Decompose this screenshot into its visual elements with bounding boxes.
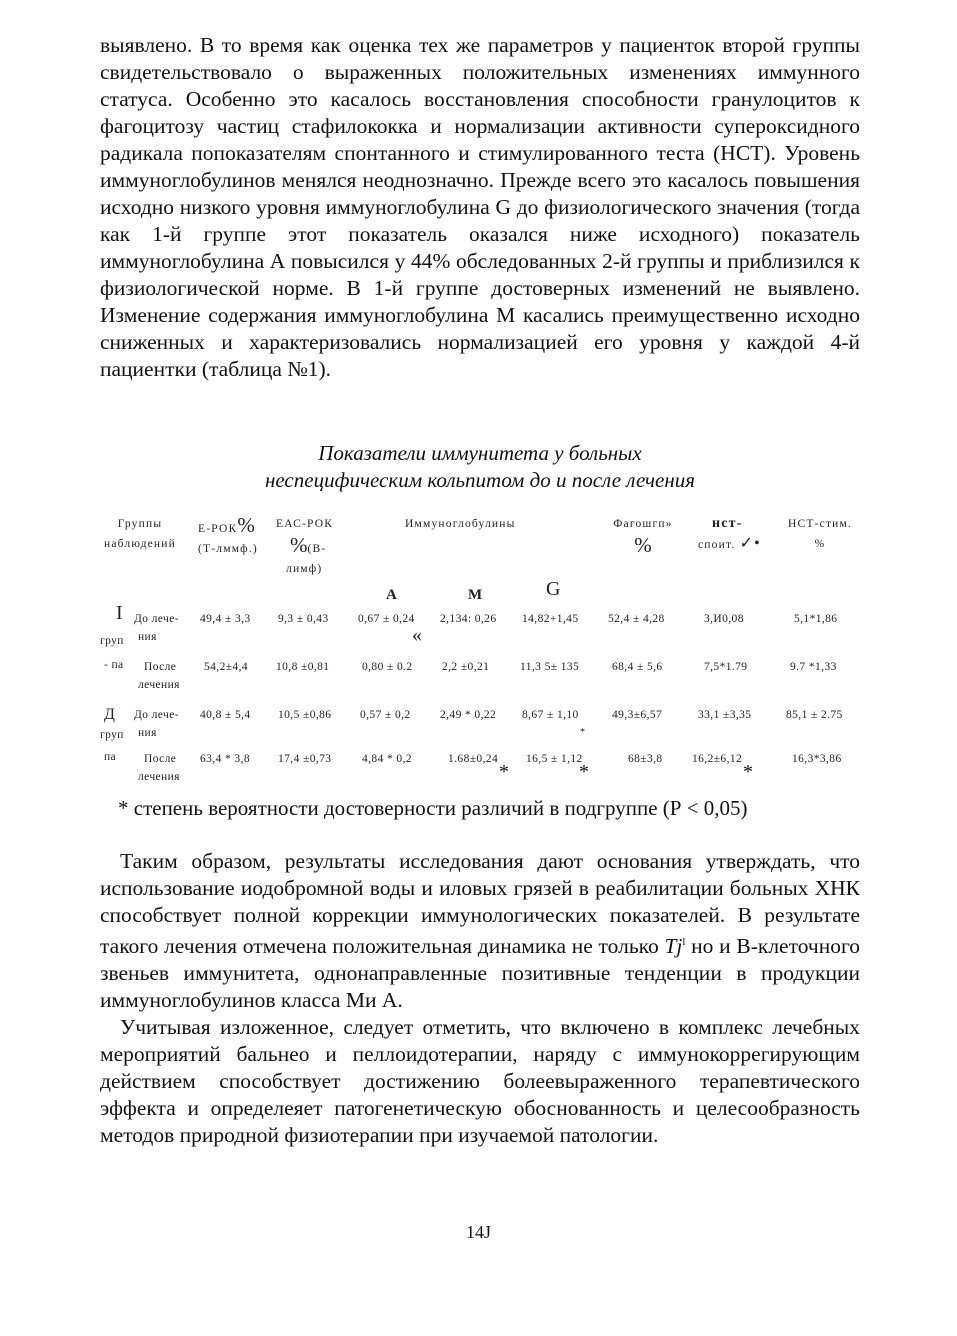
row-3-nst-stim: 85,1 ± 2.75 bbox=[786, 709, 843, 721]
header-fago-pct: % bbox=[634, 533, 652, 557]
header-fago bbox=[606, 514, 680, 556]
group-1-sub1: груп bbox=[100, 635, 124, 647]
header-nst-stim-line2: % bbox=[814, 538, 826, 550]
row-1-quote-mark: « bbox=[412, 624, 423, 646]
group-2-label: Д bbox=[104, 706, 116, 723]
header-erok-line2: (Т-лммф.) bbox=[198, 543, 258, 555]
row-4-nst-spont-star: * bbox=[743, 761, 753, 783]
row-4-nst-spont: 16,2±6,12 bbox=[692, 753, 743, 765]
row-1-ig-a: 0,67 ± 0,24 bbox=[358, 613, 415, 625]
header-nst-spont-line1: нст- bbox=[712, 516, 743, 531]
body-paragraph-3: Учитывая изложенное, следует отметить, что включено в комплекс лечебных мероприятий бальнео и пеллоидотерапии, наряду с иммунокоррегирующим действием способствует достижению болеевыраженного терапевтического эффекта и определеяет патогенетическую обоснованность и целесообразность методов природной физиотерапии при изучаемой патологии. bbox=[100, 1015, 860, 1147]
row-2-ig-g: 11,3 5± 135 bbox=[520, 661, 580, 673]
row-3-nst-spont: 33,1 ±3,35 bbox=[698, 709, 752, 721]
row-3-small-star: * bbox=[580, 727, 586, 738]
header-eacrok-pct: % bbox=[290, 533, 308, 557]
row-1-ig-m: 2,134: 0,26 bbox=[440, 613, 497, 625]
row-3-fago: 49,3±6,57 bbox=[612, 709, 663, 721]
group-1-label: I bbox=[116, 602, 124, 624]
header-erok-pct: % bbox=[237, 513, 255, 537]
header-immunoglobulins: Иммуноглобулины bbox=[405, 518, 516, 530]
header-ig-a: А bbox=[386, 587, 398, 603]
row-3-stage-line1: До лече- bbox=[134, 709, 179, 721]
row-4-ig-a: 4,84 * 0,2 bbox=[362, 753, 412, 765]
row-1-stage-line2: ния bbox=[138, 631, 157, 643]
row-1-erok: 49,4 ± 3,3 bbox=[200, 613, 251, 625]
row-4-eacrok: 17,4 ±0,73 bbox=[278, 753, 332, 765]
header-eacrok-line2: (В- bbox=[307, 543, 327, 555]
row-4-ig-m: 1.68±0,24 bbox=[448, 753, 499, 765]
header-eacrok-line1: ЕАС-РОК bbox=[276, 518, 334, 530]
group-2-sub1: груп bbox=[100, 729, 124, 741]
header-nst-spont bbox=[698, 514, 761, 555]
row-2-erok: 54,2±4,4 bbox=[204, 661, 249, 673]
row-4-ig-g-star: * bbox=[579, 761, 589, 783]
body-paragraph-2 bbox=[100, 848, 860, 1014]
row-3-stage-line2: ния bbox=[138, 727, 157, 739]
header-groups bbox=[100, 514, 180, 554]
row-1-nst-stim: 5,1*1,86 bbox=[794, 613, 838, 625]
row-3-erok: 40,8 ± 5,4 bbox=[200, 709, 251, 721]
body-paragraph-1: выявлено. В то время как оценка тех же параметров у пациенток второй группы свидетельствовало о выраженных положительных изменениях иммунного статуса. Особенно это касалось восстановления способности гранулоцитов к фагоцитозу частиц стафилококка и нормализации активности супероксидного радикала попоказателям спонтанного и стимулированного теста (НСТ). Уровень иммуноглобулинов менялся неоднозначно. Прежде всего это касалось повышения исходно низкого уровня иммуноглобулина G до физиологического значения (тогда как 1-й группе этот показатель оказался ниже исходного) показатель иммуноглобулина А повысился у 44% обследованных 2-й группы и приблизился к физиологической норме. В 1-й группе достоверных изменений не выявлено. Изменение содержания иммуноглобулина М касались преимущественно исходно сниженных и характеризовались нормализацией его уровня у каждой 4-й пациентки (таблица №1). bbox=[100, 33, 860, 381]
row-3-ig-g: 8,67 ± 1,10 bbox=[522, 709, 579, 721]
row-2-stage-line1: После bbox=[144, 661, 177, 673]
row-1-ig-g: 14,82+1,45 bbox=[522, 613, 579, 625]
body-paragraph-2-symbol-sup: l bbox=[682, 936, 686, 948]
row-2-ig-m: 2,2 ±0,21 bbox=[442, 661, 490, 673]
row-3-stage bbox=[134, 706, 179, 742]
row-4-ig-m-star: * bbox=[499, 761, 509, 783]
header-nst-stim-line1: НСТ-стим. bbox=[787, 518, 853, 530]
row-4-nst-stim: 16,3*3,86 bbox=[792, 753, 842, 765]
header-groups-line2: наблюдений bbox=[104, 538, 176, 550]
header-fago-line1: Фагошгп» bbox=[613, 518, 673, 530]
table-title-line-1: Показатели иммунитета у больных bbox=[318, 441, 642, 465]
row-1-eacrok: 9,3 ± 0,43 bbox=[278, 613, 329, 625]
row-4-stage-line2: лечения bbox=[138, 771, 180, 783]
row-1-fago: 52,4 ± 4,28 bbox=[608, 613, 665, 625]
header-ig-g: G bbox=[546, 578, 561, 600]
row-2-nst-stim: 9.7 *1,33 bbox=[790, 661, 837, 673]
header-nst-spont-mark: ✓• bbox=[739, 535, 761, 552]
row-1-stage bbox=[134, 610, 179, 646]
row-4-stage-line1: После bbox=[144, 753, 177, 765]
group-1-sub2: - па bbox=[104, 659, 124, 671]
header-eacrok-line3: лимф) bbox=[286, 563, 323, 575]
row-4-ig-g: 16,5 ± 1,12 bbox=[526, 753, 583, 765]
row-2-nst-spont: 7,5*1.79 bbox=[704, 661, 748, 673]
header-nst-stim bbox=[780, 514, 860, 554]
row-1-stage-line1: До лече- bbox=[134, 613, 179, 625]
table-title-line-2: неспецифическим кольпитом до и после лечения bbox=[264, 468, 696, 492]
group-2-sub2: па bbox=[104, 751, 117, 763]
header-ig-m: М bbox=[468, 587, 483, 603]
table-title bbox=[100, 440, 860, 494]
header-eacrok bbox=[276, 514, 333, 579]
body-paragraph-2-end: но и В-клеточного звеньев иммунитета, однонаправленные позитивные тенденции в продукции иммуноглобулинов класса Ми А. bbox=[100, 934, 860, 1013]
table-footnote: * степень вероятности достоверности различий в подгруппе (Р < 0,05) bbox=[118, 796, 748, 820]
row-2-fago: 68,4 ± 5,6 bbox=[612, 661, 663, 673]
header-groups-line1: Группы bbox=[117, 518, 163, 530]
row-3-eacrok: 10,5 ±0,86 bbox=[278, 709, 332, 721]
row-2-stage-line2: лечения bbox=[138, 679, 180, 691]
header-nst-spont-line2: споит. bbox=[698, 539, 736, 551]
row-3-ig-m: 2,49 * 0,22 bbox=[440, 709, 497, 721]
row-1-nst-spont: 3,И0,08 bbox=[704, 613, 744, 625]
header-erok-line1: Е-РОК bbox=[198, 523, 238, 535]
header-erok bbox=[198, 514, 258, 559]
row-2-eacrok: 10,8 ±0,81 bbox=[276, 661, 330, 673]
page-number: 14J bbox=[465, 1222, 491, 1242]
body-paragraph-2-symbol: Tj bbox=[664, 934, 683, 959]
body-paragraph-2-start: Таким образом, результаты исследования дают основания утверждать, что использование иодобромной воды и иловых грязей в реабилитации больных ХНК способствует полной коррекции иммунологических показателей. В результате такого лечения отмечена положительная динамика не только bbox=[100, 849, 860, 959]
row-4-erok: 63,4 * 3,8 bbox=[200, 753, 250, 765]
row-4-fago: 68±3,8 bbox=[628, 753, 663, 765]
row-4-stage bbox=[138, 750, 180, 786]
row-2-stage bbox=[138, 658, 180, 694]
row-3-ig-a: 0,57 ± 0,2 bbox=[360, 709, 411, 721]
row-2-ig-a: 0,80 ± 0.2 bbox=[362, 661, 413, 673]
